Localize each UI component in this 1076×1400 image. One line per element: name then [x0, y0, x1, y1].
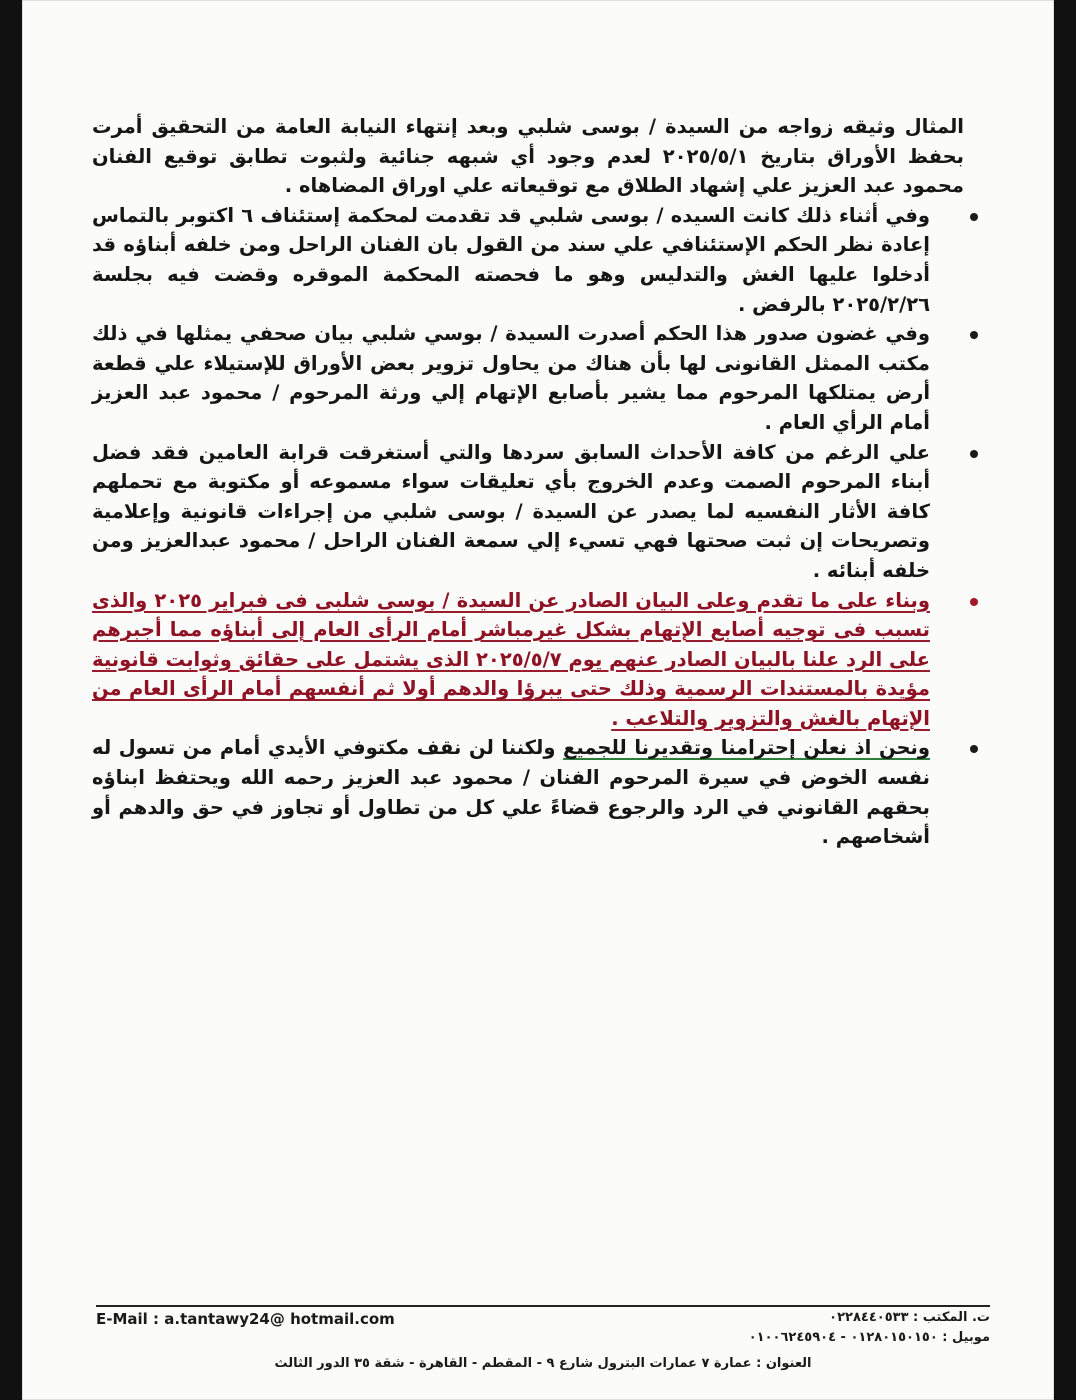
letterhead-footer	[96, 1310, 990, 1390]
bullet-text: علي الرغم من كافة الأحداث السابق سردها والتي أستغرقت قرابة العامين فقد فضل أبناء المرحوم الصمت وعدم الخروج بأي تعليقات سواء مسموعه أو مكتوبة مع تحملهم كافة الأثار النفسيه لما يصدر عن السيدة / بوسى شلبي من إجراءات قانونية وإعلامية وتصريحات إن ثبت صحتها فهي تسيء إلي سمعة الفنان الراحل / محمود عبدالعزيز ومن خلفه أبنائه .	[92, 440, 930, 582]
underlined-phrase: ونحن اذ نعلن إحترامنا وتقديرنا للجميع	[563, 736, 930, 760]
bullet-dot-icon	[970, 450, 978, 458]
intro-paragraph: المثال وثيقه زواجه من السيدة / بوسى شلبي وبعد إنتهاء النيابة العامة من التحقيق أمرت بحفظ الأوراق بتاريخ ٢٠٢٥/٥/١ لعدم وجود أي شبهه جنائية ولثبوت تطابق توقيع الفنان محمود عبد العزيز علي إشهاد الطلاق مع توقيعاته علي اوراق المضاهاه .	[92, 115, 964, 198]
highlighted-bullet-text: وبناء على ما تقدم وعلى البيان الصادر عن السيدة / بوسى شلبى فى فبراير ٢٠٢٥ والذى تسبب فى توجيه أصابع الإتهام بشكل غيرمباشر أمام الرأى العام إلى أبناؤه مما أجبرهم على الرد علنا بالبيان الصادر عنهم يوم ٢٠٢٥/٥/٧ الذى يشتمل على حقائق وثوابت قانونية مؤيدة بالمستندات الرسمية وذلك حتى يبرؤا والدهم أولا ثم أنفسهم أمام الرأى العام من الإتهام بالغش والتزوير والتلاعب .	[92, 588, 930, 730]
list-item	[92, 438, 964, 586]
bullet-text: ولكننا لن نقف مكتوفي الأيدي أمام من تسول له نفسه الخوض في سيرة المرحوم الفنان / محمود عبد العزيز رحمه الله ويحتفظ ابناؤه بحقهم القانوني في الرد والرجوع قضاءً علي كل من تطاول أو تجاوز في حق والدهم أو أشخاصهم .	[92, 736, 930, 849]
list-item	[92, 201, 964, 319]
bullet-dot-icon	[970, 331, 978, 339]
footer-address: العنوان : عمارة ٧ عمارات البترول شارع ٩ - المقطم - القاهرة - شقة ٣٥ الدور الثالث	[274, 1356, 812, 1371]
footer-email: E-Mail : a.tantawy24@ hotmail.com	[96, 1310, 395, 1328]
bullet-text: وفي غضون صدور هذا الحكم أصدرت السيدة / بوسي شلبي بيان صحفي يمثلها في ذلك مكتب الممثل القانونى لها بأن هناك من يحاول تزوير بعض الأوراق للإستيلاء علي قطعة أرض يمتلكها المرحوم مما يشير بأصابع الإتهام إلي ورثة المرحوم / محمود عبد العزيز أمام الرأي العام .	[92, 322, 930, 434]
bullet-text: وفي أثناء ذلك كانت السيده / بوسى شلبي قد تقدمت لمحكمة إستئناف ٦ اكتوبر بالتماس إعادة نظر الحكم الإستئنافي علي سند من القول بان الفنان الراحل ومن خلفه أبناؤه قد أدخلوا عليها الغش والتدليس وهو ما فحصته المحكمة الموقره وقضت فيه بجلسة ٢٠٢٥/٢/٢٦ بالرفض .	[92, 203, 930, 316]
bullet-dot-icon	[970, 745, 978, 753]
list-item	[92, 319, 964, 437]
footer-office-phone: ت. المكتب : ٠٢٢٨٤٤٠٥٣٣	[829, 1310, 990, 1325]
footer-divider	[96, 1305, 990, 1307]
letter-body	[92, 112, 964, 852]
document-page	[22, 0, 1054, 1400]
red-bullet-dot-icon	[970, 598, 978, 606]
footer-mobile: موبيل : ٠١٢٨٠١٥٠١٥٠ - ٠١٠٠٦٢٤٥٩٠٤	[748, 1330, 990, 1345]
bullet-dot-icon	[970, 213, 978, 221]
highlighted-list-item	[92, 586, 964, 734]
list-item	[92, 733, 964, 851]
